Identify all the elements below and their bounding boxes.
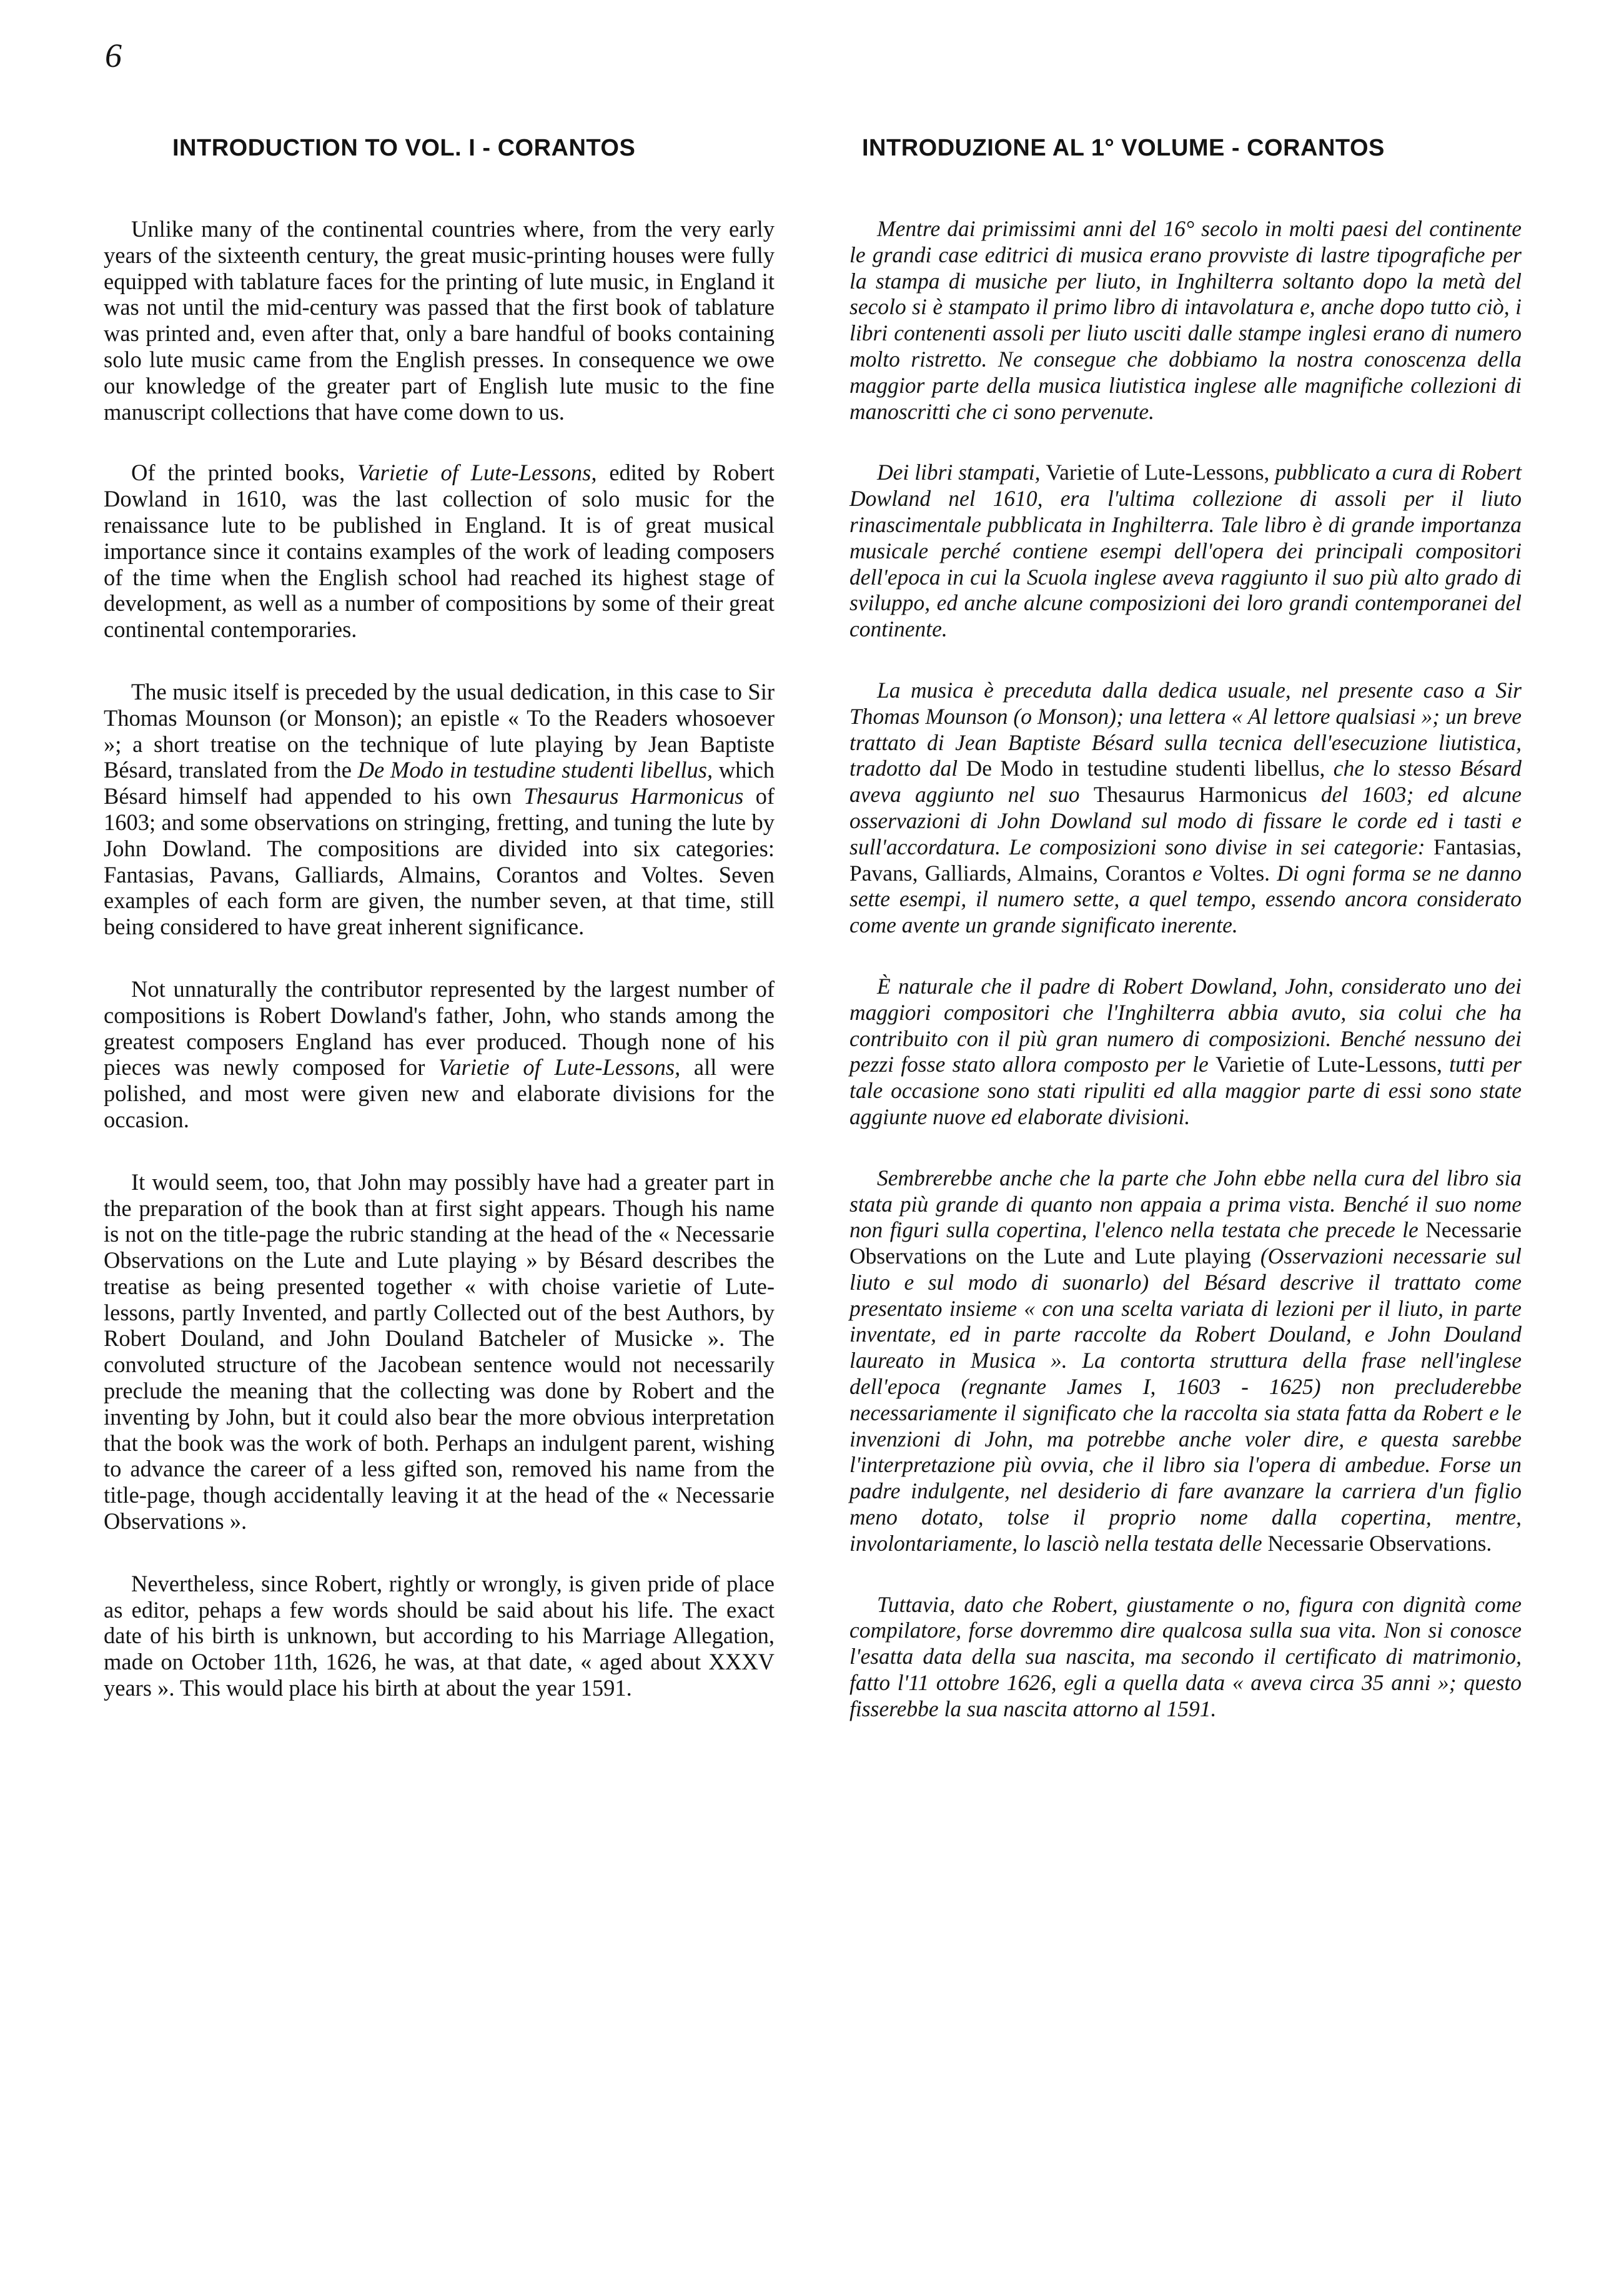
english-p2-text-a: Of the printed books,	[131, 460, 358, 486]
italian-paragraph-6: Tuttavia, dato che Robert, giustamente o no, figura con dignità come compilatore, forse dovremmo dire qualcosa sulla sua vita. Non si conosce l'esatta data della sua nascita, ma secondo il certificato di matrimonio, fatto l'11 ottobre 1626, egli a quella data « aveva circa 35 anni »; questo fisserebbe la sua nascita attorno al 1591.	[849, 1591, 1522, 1721]
italian-p3-title-thesaurus: Thesaurus Harmonicus	[1093, 782, 1307, 808]
italian-p3-title-de-modo: De Modo in testudine studenti libellus,	[966, 756, 1325, 781]
italian-p3-voltes: Voltes.	[1209, 860, 1270, 886]
english-p4-text-c: all were polished, and most were given new and elaborate divisions for the occasion.	[104, 1054, 775, 1132]
italian-heading: INTRODUZIONE AL 1° VOLUME - CORANTOS	[862, 135, 1385, 161]
italian-paragraph-5	[849, 1165, 1522, 1557]
italian-p3-text-i: Di ogni forma se ne danno sette esempi, il numero sette, a quel tempo, essendo ancora considerato come avente un grande significato inerente.	[849, 860, 1522, 938]
italian-p3-text-e: del 1603; ed alcune osservazioni di John Dowland sul modo di fissare le corde ed i tasti e sull'accordatura. Le composizioni sono divise in sei categorie:	[849, 782, 1522, 859]
english-paragraph-5: It would seem, too, that John may possibly have had a greater part in the preparation of the book than at first sight appears. Though his name is not on the title-page the rubric standing at the head of the « Necessarie Observations on the Lute and Lute playing » by Bésard describes the treatise as being presented together « with choise varietie of Lute-lessons, partly Invented, and partly Collected out of the best Authors, by Robert Douland, and John Douland Batcheler of Musicke ». The convoluted structure of the Jacobean sentence would not necessarily preclude the meaning that the collecting was done by Robert and the inventing by John, but it could also bear the more obvious interpretation that the book was the work of both. Perhaps an indulgent parent, wishing to advance the career of a less gifted son, removed his name from the title-page, though accidentally leaving it at the head of the « Necessarie Observations ».	[104, 1169, 775, 1535]
english-p3-title-de-modo: De Modo in testudine studenti libellus,	[357, 757, 713, 783]
english-p4-text-a: Not unnaturally the contributor represented by the largest number of compositions is Robert Dowland's father, John, who stands among the greatest composers England has ever produced. Though none of his pieces was newly composed for	[104, 976, 775, 1080]
english-paragraph-4	[104, 976, 775, 1133]
italian-p2-title: Varietie of Lute-Lessons,	[1046, 460, 1270, 485]
english-paragraph-1: Unlike many of the continental countries where, from the very early years of the sixteenth century, the great music-printing houses were fully equipped with tablature faces for the printing of lute music, in England it was not until the mid-century was passed that the first book of tablature was printed and, even after that, only a bare handful of books containing solo lute music came from the English presses. In consequence we owe our knowledge of the greater part of English lute music to the fine manuscript collections that have come down to us.	[104, 216, 775, 425]
italian-p4-title: Varietie of Lute-Lessons,	[1216, 1052, 1442, 1077]
italian-p5-title: Necessarie Observations on the Lute and Lute playing	[849, 1217, 1522, 1269]
italian-paragraph-2	[849, 460, 1522, 643]
english-paragraph-2	[104, 460, 775, 643]
italian-p5-title-2: Necessarie Observations.	[1267, 1530, 1492, 1556]
italian-paragraph-1: Mentre dai primissimi anni del 16° secolo in molti paesi del continente le grandi case editrici di musica erano provviste di lastre tipografiche per la stampa di musiche per liuto, in Inghilterra soltanto dopo la metà del secolo si è stampato il primo libro di intavolatura e, anche dopo tutto ciò, i libri contenenti assoli per liuto usciti dalle stampe inglesi erano di numero molto ristretto. Ne consegue che dobbiamo la nostra conoscenza della maggior parte della musica liutistica inglese alle magnifiche collezioni di manoscritti che ci sono pervenute.	[849, 216, 1522, 424]
english-p3-text-a: The music itself is preceded by the usual dedication, in this case to Sir Thomas Mounson (or Monson); an epistle « To the Readers whosoever »; a short treatise on the technique of lute playing by Jean Baptiste Bésard, translated from the	[104, 678, 775, 783]
english-paragraph-3	[104, 679, 775, 940]
english-paragraph-6: Nevertheless, since Robert, rightly or wrongly, is given pride of place as editor, pehaps a few words should be said about his life. The exact date of his birth is unknown, but according to his Marriage Allegation, made on October 11th, 1626, he was, at that date, « aged about XXXV years ». This would place his birth at about the year 1591.	[104, 1570, 775, 1701]
english-p4-title: Varietie of Lute-Lessons,	[438, 1054, 681, 1080]
italian-p2-text-a: Dei libri stampati,	[877, 460, 1046, 485]
italian-paragraph-4	[849, 974, 1522, 1130]
italian-p4-text-c: tutti per tale occasione sono stati ripuliti ed alla maggior parte di essi sono state aggiunte nuove ed elaborate divisioni.	[849, 1052, 1522, 1129]
page-number: 6	[105, 37, 122, 74]
italian-p2-text-c: pubblicato a cura di Robert Dowland nel 1610, era l'ultima collezione di assoli per il liuto rinascimentale pubblicata in Inghilterra. Tale libro è di grande importanza musicale perché contiene esempi dell'opera dei principali compositori dell'epoca in cui la Scuola inglese aveva raggiunto il suo più alto grado di sviluppo, ed anche alcune composizioni dei loro grandi contemporanei del continente.	[849, 460, 1522, 642]
italian-p3-text-c: che lo stesso Bésard aveva aggiunto nel suo	[849, 756, 1522, 808]
english-p3-text-c: which Bésard himself had appended to his own	[104, 757, 775, 809]
italian-p3-text-a: La musica è preceduta dalla dedica usuale, nel presente caso a Sir Thomas Mounson (o Monson); una lettera « Al lettore qualsiasi »; un breve trattato di Jean Baptiste Bésard sulla tecnica dell'esecuzione liutistica, tradotto dal	[849, 677, 1522, 781]
english-p2-title: Varietie of Lute-Lessons,	[357, 460, 597, 486]
english-p3-title-thesaurus: Thesaurus Harmonicus	[523, 783, 744, 809]
english-heading: INTRODUCTION TO VOL. I - CORANTOS	[172, 135, 636, 161]
english-column	[104, 216, 775, 1701]
italian-p5-text-c: (Osservazioni necessarie sul liuto e sul modo di suonarlo) del Bésard descrive il trattato come presentato insieme « con una scelta variata di lezioni per il liuto, in parte inventate, ed in parte raccolte da Robert Douland, e John Douland laureato in Musica ». La contorta struttura della frase nell'inglese dell'epoca (regnante James I, 1603 - 1625) non precluderebbe necessariamente il significato che la raccolta sia stata fatta da Robert e le invenzioni di John, ma potrebbe anche voler dire, e questa sarebbe l'interpretazione più ovvia, che il libro sia l'opera di ambedue. Forse un padre indulgente, nel desiderio di fare avanzare la carriera d'un figlio meno dotato, tolse il proprio nome dalla copertina, mentre, involontariamente, lo lasciò nella testata delle	[849, 1243, 1522, 1556]
italian-p4-text-a: È naturale che il padre di Robert Dowland, John, considerato uno dei maggiori compositori che l'Inghilterra abbia avuto, sia colui che ha contribuito con il più gran numero di composizioni. Benché nessuno dei pezzi fosse stato allora composto per le	[849, 973, 1522, 1077]
italian-p3-text-g: e	[1185, 860, 1210, 886]
english-p2-text-c: edited by Robert Dowland in 1610, was the last collection of solo music for the renaissance lute to be published in England. It is of great musical importance since it contains examples of the work of leading composers of the time when the English school had reached its highest stage of development, as well as a number of compositions by some of their great continental contemporaries.	[104, 460, 775, 643]
italian-paragraph-3	[849, 678, 1522, 939]
italian-p3-forms: Fantasias, Pavans, Galliards, Almains, Corantos	[849, 834, 1522, 886]
english-p3-text-e: of 1603; and some observations on stringing, fretting, and tuning the lute by John Dowland. The compositions are divided into six categories: Fantasias, Pavans, Galliards, Almains, Corantos and Voltes. Seven examples of each form are given, the number seven, at that time, still being considered to have great inherent significance.	[104, 783, 775, 940]
italian-p5-text-a: Sembrerebbe anche che la parte che John ebbe nella cura del libro sia stata più grande di quanto non appaia a prima vista. Benché il suo nome non figuri sulla copertina, l'elenco nella testata che precede le	[849, 1165, 1522, 1243]
italian-column	[849, 216, 1522, 1723]
